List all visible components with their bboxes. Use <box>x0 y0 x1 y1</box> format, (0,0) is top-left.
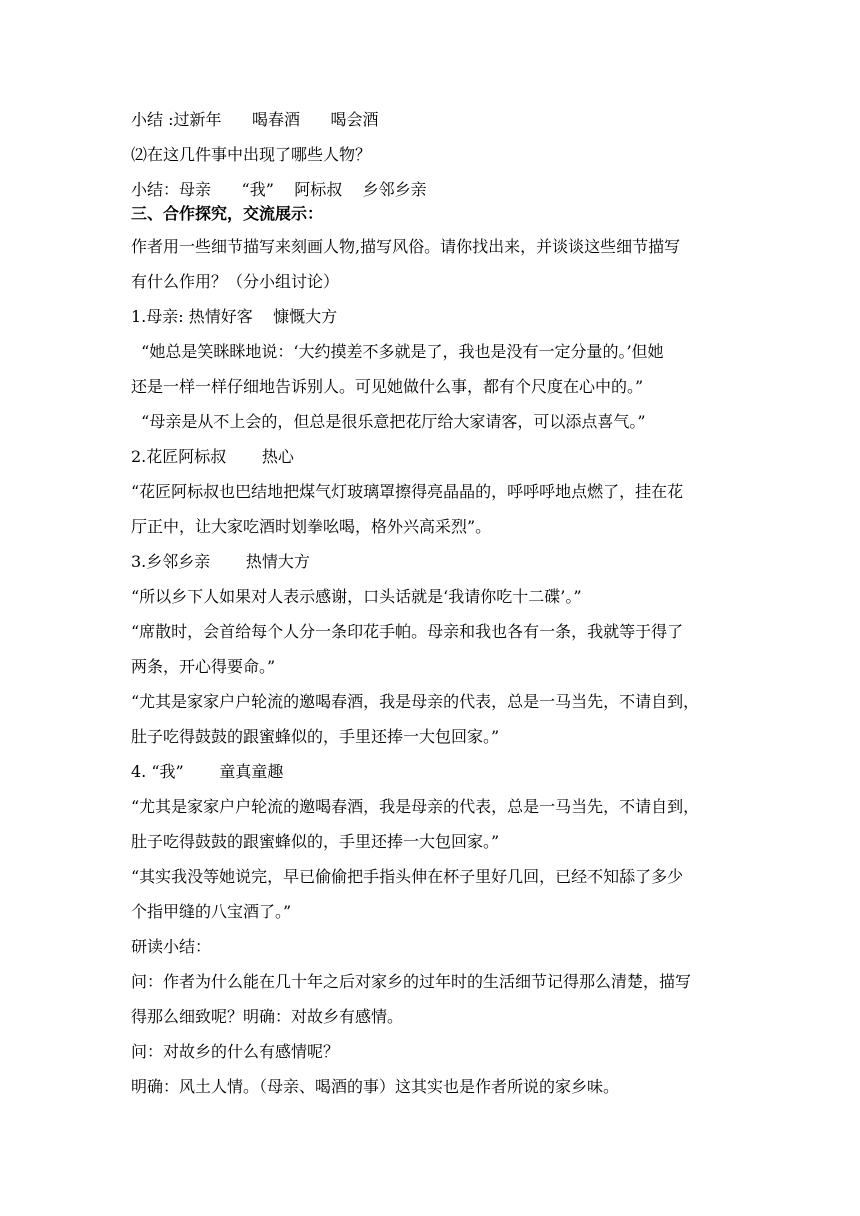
quote-line: “尤其是家家户户轮流的邀喝春酒，我是母亲的代表，总是一马当先，不请自到， <box>131 692 700 711</box>
quote-line: “其实我没等她说完，早已偷偷把手指头伸在杯子里好几回，已经不知舔了多少 <box>131 867 684 886</box>
quote-line: “尤其是家家户户轮流的邀喝春酒，我是母亲的代表，总是一马当先，不请自到， <box>131 797 700 816</box>
quote-line: “花匠阿标叔也巴结地把煤气灯玻璃罩擦得亮晶晶的，呼呼呼地点燃了，挂在花 <box>131 482 684 501</box>
document-body <box>131 108 735 1099</box>
subheading-mother: 1.母亲: 热情好客 慷慨大方 <box>131 307 338 326</box>
quote-line: “母亲是从不上会的，但总是很乐意把花厅给大家请客，可以添点喜气。” <box>131 412 646 431</box>
subheading-me: 4. “我” 童真童趣 <box>131 762 284 781</box>
quote-line: 肚子吃得鼓鼓的跟蜜蜂似的，手里还捧一大包回家。” <box>131 727 500 746</box>
answer-line: 明确：风土人情。（母亲、喝酒的事）这其实也是作者所说的家乡味。 <box>131 1077 620 1096</box>
answer-line: 得那么细致呢？明确：对故乡有感情。 <box>131 1007 404 1026</box>
section-heading: 三、合作探究，交流展示： <box>131 204 324 223</box>
task-line-2: 有什么作用？（分小组讨论） <box>131 272 340 291</box>
quote-line: 肚子吃得鼓鼓的跟蜜蜂似的，手里还捧一大包回家。” <box>131 832 500 851</box>
quote-line: 个指甲缝的八宝酒了。” <box>131 902 292 921</box>
quote-line: “席散时，会首给每个人分一条印花手帕。母亲和我也各有一条，我就等于得了 <box>131 622 684 641</box>
question-characters: ⑵在这几件事中出现了哪些人物？ <box>131 145 372 164</box>
quote-line: “她总是笑眯眯地说：‘大约摸差不多就是了，我也是没有一定分量的。’但她 <box>131 342 664 361</box>
question-line: 问：对故乡的什么有感情呢？ <box>131 1042 340 1061</box>
study-summary-heading: 研读小结： <box>131 937 212 956</box>
quote-line: 两条，开心得要命。” <box>131 657 276 676</box>
subheading-neighbors: 3.乡邻乡亲 热情大方 <box>131 552 310 571</box>
summary-events: 小结 :过新年 喝春酒 喝会酒 <box>131 110 379 129</box>
quote-line: “所以乡下人如果对人表示感谢，口头话就是‘我请你吃十二碟’。” <box>131 587 582 606</box>
question-line: 问：作者为什么能在几十年之后对家乡的过年时的生活细节记得那么清楚，描写 <box>131 972 692 991</box>
task-line-1: 作者用一些细节描写来刻画人物,描写风俗。请你找出来，并谈谈这些细节描写 <box>131 237 681 256</box>
quote-line: 厅正中，让大家吃酒时划拳吆喝，格外兴高采烈”。 <box>131 517 492 536</box>
summary-characters: 小结：母亲 “我” 阿标叔 乡邻乡亲 <box>131 180 427 199</box>
subheading-gardener: 2.花匠阿标叔 热心 <box>131 447 294 466</box>
quote-line: 还是一样一样仔细地告诉别人。可见她做什么事，都有个尺度在心中的。” <box>131 377 644 396</box>
